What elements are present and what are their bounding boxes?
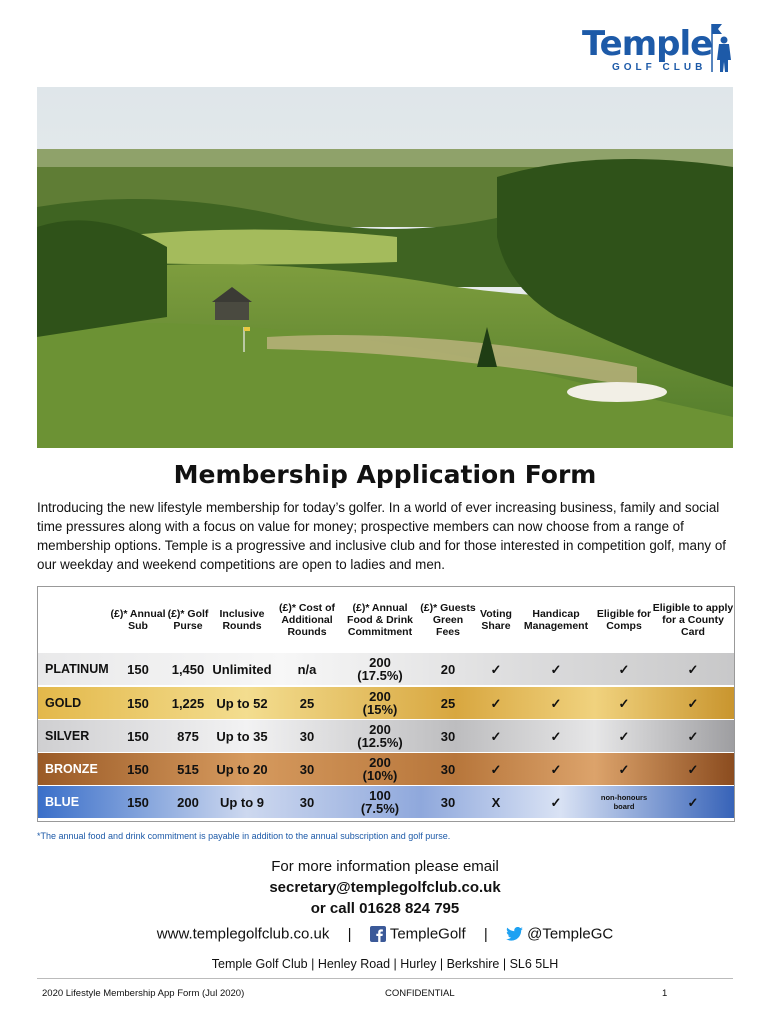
- county-card-check-icon: ✓: [687, 794, 699, 810]
- page-number: 1: [662, 988, 668, 999]
- handicap-check-icon: ✓: [550, 761, 562, 777]
- county-card-check-icon: ✓: [687, 661, 699, 677]
- golf-course-photo: [37, 87, 733, 448]
- golf-purse-value: 875: [177, 728, 199, 744]
- handicap-check-icon: ✓: [550, 728, 562, 744]
- club-address: Temple Golf Club | Henley Road | Hurley | Berkshire | SL6 5LH: [211, 957, 559, 971]
- voting-share-value: ✓: [490, 695, 502, 711]
- golf-purse-value: 200: [177, 794, 199, 810]
- food-amount: 200: [369, 722, 391, 737]
- footer-divider: [37, 978, 733, 979]
- logo-wordmark: Temple: [582, 24, 713, 64]
- additional-rounds-value: 30: [299, 794, 315, 810]
- twitter-link[interactable]: @TempleGC: [527, 925, 614, 943]
- intro-paragraph: Introducing the new lifestyle membership for today’s golfer. In a world of ever increasing business, family and social time pressures along with a focus on value for money; prospective members can now choose from a range of membership options. Temple is a progressive and inclusive club and for those interested in competition golf, many of our weekday and weekend competitions are open to ladies and men.: [37, 500, 726, 572]
- additional-rounds-value: 30: [299, 761, 315, 777]
- handicap-check-icon: ✓: [550, 661, 562, 677]
- twitter-icon: [506, 927, 523, 941]
- comps-eligibility: ✓: [618, 728, 630, 744]
- annual-sub-value: 150: [127, 661, 149, 677]
- guest-fee-value: 25: [440, 695, 456, 711]
- inclusive-rounds-value: Unlimited: [212, 661, 272, 677]
- voting-share-value: ✓: [490, 728, 502, 744]
- guest-fee-value: 30: [440, 794, 456, 810]
- tier-name: SILVER: [45, 728, 90, 743]
- comps-eligibility: ✓: [618, 695, 630, 711]
- facebook-icon: [370, 926, 386, 942]
- separator: |: [347, 925, 352, 943]
- contact-intro: For more information please email: [271, 858, 499, 875]
- golf-purse-value: 515: [177, 761, 199, 777]
- table-row: [38, 786, 734, 818]
- additional-rounds-value: 30: [299, 728, 315, 744]
- county-card-check-icon: ✓: [687, 695, 699, 711]
- header-voting-share: Voting Share: [480, 608, 512, 632]
- header-handicap-management: Handicap Management: [523, 608, 589, 632]
- inclusive-rounds-value: Up to 52: [216, 695, 268, 711]
- header-golf-purse: (£)* Golf Purse: [167, 608, 209, 632]
- table-row: [38, 687, 734, 719]
- header-additional-rounds: (£)* Cost of Additional Rounds: [279, 602, 335, 638]
- food-percent: (17.5%): [357, 668, 403, 683]
- food-amount: 200: [369, 755, 391, 770]
- food-percent: (12.5%): [357, 735, 403, 750]
- table-row: [38, 720, 734, 752]
- guest-fee-value: 30: [440, 728, 456, 744]
- footer-form-name: 2020 Lifestyle Membership App Form (Jul 2020): [42, 988, 245, 999]
- additional-rounds-value: n/a: [297, 661, 317, 677]
- food-drink-value: [340, 653, 420, 685]
- membership-table: [37, 586, 735, 822]
- separator: |: [483, 925, 488, 943]
- tier-name: GOLD: [45, 695, 82, 710]
- handicap-check-icon: ✓: [550, 695, 562, 711]
- club-logo: [582, 22, 732, 76]
- social-links: [0, 925, 770, 943]
- food-amount: 100: [369, 788, 391, 803]
- guest-fee-value: 30: [440, 761, 456, 777]
- handicap-check-icon: ✓: [550, 794, 562, 810]
- website-link[interactable]: www.templegolfclub.co.uk: [156, 925, 330, 943]
- inclusive-rounds-value: Up to 9: [219, 794, 265, 810]
- golfer-figure-icon: [708, 22, 732, 74]
- comps-eligibility: non-honours board: [600, 793, 648, 811]
- voting-share-value: ✓: [490, 761, 502, 777]
- food-drink-value: [340, 753, 420, 785]
- golf-purse-value: 1,450: [171, 661, 205, 677]
- footer-confidential: CONFIDENTIAL: [385, 988, 455, 999]
- food-percent: (10%): [362, 768, 398, 783]
- food-drink-value: [340, 786, 420, 818]
- food-amount: 200: [369, 655, 391, 670]
- county-card-check-icon: ✓: [687, 761, 699, 777]
- header-annual-sub: (£)* Annual Sub: [110, 608, 166, 632]
- annual-sub-value: 150: [127, 695, 149, 711]
- comps-eligibility: ✓: [618, 661, 630, 677]
- guest-fee-value: 20: [440, 661, 456, 677]
- food-percent: (7.5%): [360, 801, 400, 816]
- food-drink-value: [340, 720, 420, 752]
- facebook-link[interactable]: TempleGolf: [389, 925, 466, 943]
- table-row: [38, 653, 734, 685]
- annual-sub-value: 150: [127, 761, 149, 777]
- header-guests-green-fees: (£)* Guests Green Fees: [420, 602, 476, 638]
- tier-name: PLATINUM: [45, 661, 109, 676]
- logo-subtitle: GOLF CLUB: [612, 62, 707, 73]
- footnote: *The annual food and drink commitment is payable in addition to the annual subscription and golf purse.: [37, 831, 451, 841]
- tier-name: BRONZE: [45, 761, 98, 776]
- table-row: [38, 753, 734, 785]
- annual-sub-value: 150: [127, 728, 149, 744]
- inclusive-rounds-value: Up to 20: [216, 761, 268, 777]
- food-drink-value: [340, 687, 420, 719]
- contact-email[interactable]: secretary@templegolfclub.co.uk: [269, 879, 501, 896]
- golf-purse-value: 1,225: [171, 695, 205, 711]
- voting-share-value: X: [491, 794, 501, 810]
- page-title: Membership Application Form: [173, 460, 597, 489]
- food-amount: 200: [369, 689, 391, 704]
- inclusive-rounds-value: Up to 35: [216, 728, 268, 744]
- header-eligible-comps: Eligible for Comps: [596, 608, 652, 632]
- header-food-drink: (£)* Annual Food & Drink Commitment: [347, 602, 413, 638]
- annual-sub-value: 150: [127, 794, 149, 810]
- header-inclusive-rounds: Inclusive Rounds: [219, 608, 265, 632]
- voting-share-value: ✓: [490, 661, 502, 677]
- county-card-check-icon: ✓: [687, 728, 699, 744]
- food-percent: (15%): [362, 702, 398, 717]
- comps-eligibility: ✓: [618, 761, 630, 777]
- additional-rounds-value: 25: [299, 695, 315, 711]
- contact-phone: or call 01628 824 795: [310, 900, 460, 917]
- tier-name: BLUE: [45, 794, 80, 809]
- header-county-card: Eligible to apply for a County Card: [652, 602, 734, 638]
